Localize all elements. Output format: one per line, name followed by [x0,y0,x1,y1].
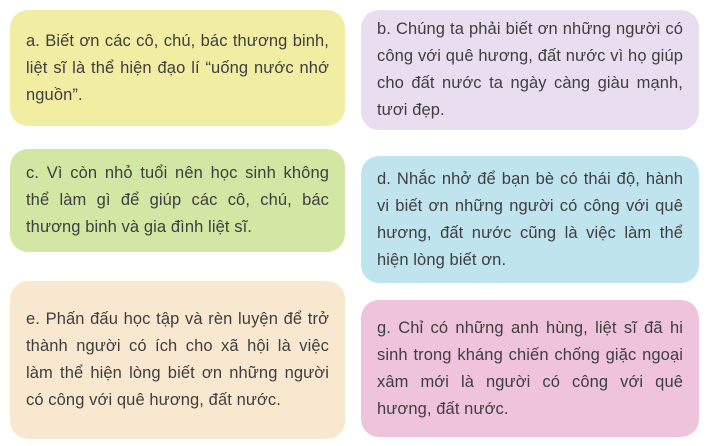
option-card-b [361,10,699,130]
option-card-c [10,149,345,252]
option-card-g [361,300,699,437]
option-card-a [10,10,345,126]
option-text-c: c. Vì còn nhỏ tuổi nên học sinh không thể làm gì để giúp các cô, chú, bác thương binh và gia đình liệt sĩ. [26,164,329,236]
option-text-d: d. Nhắc nhở để bạn bè có thái độ, hành vi biết ơn những người có công với quê hương, đất nước cũng là việc làm thể hiện lòng biết ơn. [377,169,683,269]
option-card-e [10,281,345,439]
option-card-d [361,156,699,283]
option-text-e: e. Phấn đấu học tập và rèn luyện để trở thành người có ích cho xã hội là việc làm thể hiện lòng biết ơn những người có công với quê hương, đất nước. [26,310,329,409]
option-text-g: g. Chỉ có những anh hùng, liệt sĩ đã hi sinh trong kháng chiến chống giặc ngoại xâm mới là người có công với quê hương, đất nước. [377,318,683,418]
option-text-b: b. Chúng ta phải biết ơn những người có công với quê hương, đất nước vì họ giúp cho đất nước ta ngày càng giàu mạnh, tươi đẹp. [377,20,683,119]
option-text-a: a. Biết ơn các cô, chú, bác thương binh, liệt sĩ là thể hiện đạo lí “uống nước nhớ nguồn”. [26,31,329,104]
